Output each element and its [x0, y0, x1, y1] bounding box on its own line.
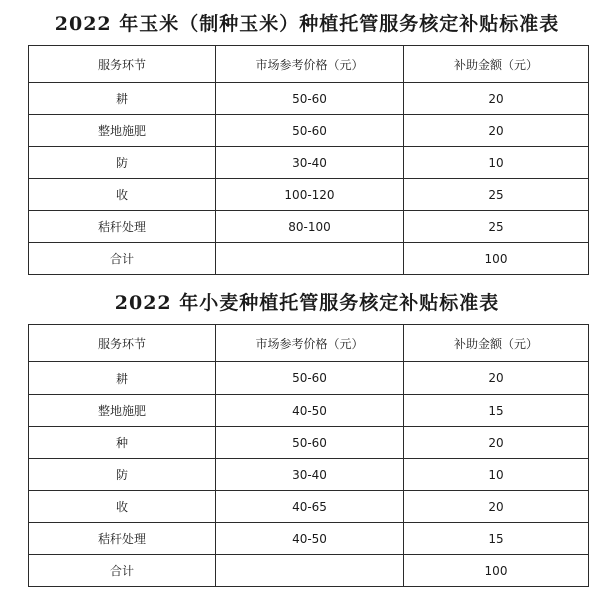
cell-subsidy-amount: 10	[404, 459, 589, 491]
cell-market-price: 30-40	[216, 459, 404, 491]
cell-total-label: 合计	[29, 243, 216, 275]
corn-table-title: 2022 年玉米（制种玉米）种植托管服务核定补贴标准表	[54, 13, 560, 35]
cell-subsidy-amount: 20	[404, 427, 589, 459]
cell-market-price: 50-60	[216, 83, 404, 115]
table-row	[29, 115, 589, 147]
cell-service-stage: 种	[29, 427, 216, 459]
cell-service-stage: 收	[29, 179, 216, 211]
cell-service-stage: 防	[29, 147, 216, 179]
header-subsidy-amount: 补助金额（元）	[404, 325, 589, 362]
cell-service-stage: 收	[29, 491, 216, 523]
table-row	[29, 362, 589, 395]
cell-subsidy-amount: 15	[404, 395, 589, 427]
wheat-subsidy-table	[28, 324, 589, 587]
table-row	[29, 83, 589, 115]
cell-total-amount: 100	[404, 243, 589, 275]
cell-market-price: 50-60	[216, 115, 404, 147]
cell-market-price: 50-60	[216, 427, 404, 459]
cell-subsidy-amount: 25	[404, 211, 589, 243]
header-market-price: 市场参考价格（元）	[216, 325, 404, 362]
cell-total-label: 合计	[29, 555, 216, 587]
header-service-stage: 服务环节	[29, 46, 216, 83]
table-row	[29, 179, 589, 211]
cell-market-price	[216, 243, 404, 275]
table-row	[29, 491, 589, 523]
cell-market-price: 40-50	[216, 523, 404, 555]
header-service-stage: 服务环节	[29, 325, 216, 362]
cell-service-stage: 秸秆处理	[29, 523, 216, 555]
cell-market-price: 80-100	[216, 211, 404, 243]
cell-subsidy-amount: 20	[404, 491, 589, 523]
cell-subsidy-amount: 20	[404, 83, 589, 115]
table-row	[29, 427, 589, 459]
cell-subsidy-amount: 15	[404, 523, 589, 555]
cell-market-price: 40-65	[216, 491, 404, 523]
cell-subsidy-amount: 10	[404, 147, 589, 179]
table-total-row	[29, 555, 589, 587]
table-header-row	[29, 46, 589, 83]
cell-market-price: 100-120	[216, 179, 404, 211]
wheat-table-title: 2022 年小麦种植托管服务核定补贴标准表	[114, 292, 500, 314]
table-row	[29, 523, 589, 555]
cell-service-stage: 秸秆处理	[29, 211, 216, 243]
table-total-row	[29, 243, 589, 275]
cell-subsidy-amount: 20	[404, 362, 589, 395]
cell-total-amount: 100	[404, 555, 589, 587]
table-row	[29, 459, 589, 491]
table-row	[29, 147, 589, 179]
cell-service-stage: 耕	[29, 362, 216, 395]
cell-service-stage: 整地施肥	[29, 115, 216, 147]
header-subsidy-amount: 补助金额（元）	[404, 46, 589, 83]
cell-service-stage: 耕	[29, 83, 216, 115]
cell-subsidy-amount: 20	[404, 115, 589, 147]
cell-market-price: 40-50	[216, 395, 404, 427]
table-row	[29, 395, 589, 427]
cell-service-stage: 防	[29, 459, 216, 491]
corn-subsidy-table	[28, 45, 589, 275]
cell-market-price	[216, 555, 404, 587]
table-row	[29, 211, 589, 243]
header-market-price: 市场参考价格（元）	[216, 46, 404, 83]
cell-service-stage: 整地施肥	[29, 395, 216, 427]
cell-subsidy-amount: 25	[404, 179, 589, 211]
cell-market-price: 30-40	[216, 147, 404, 179]
cell-market-price: 50-60	[216, 362, 404, 395]
table-header-row	[29, 325, 589, 362]
